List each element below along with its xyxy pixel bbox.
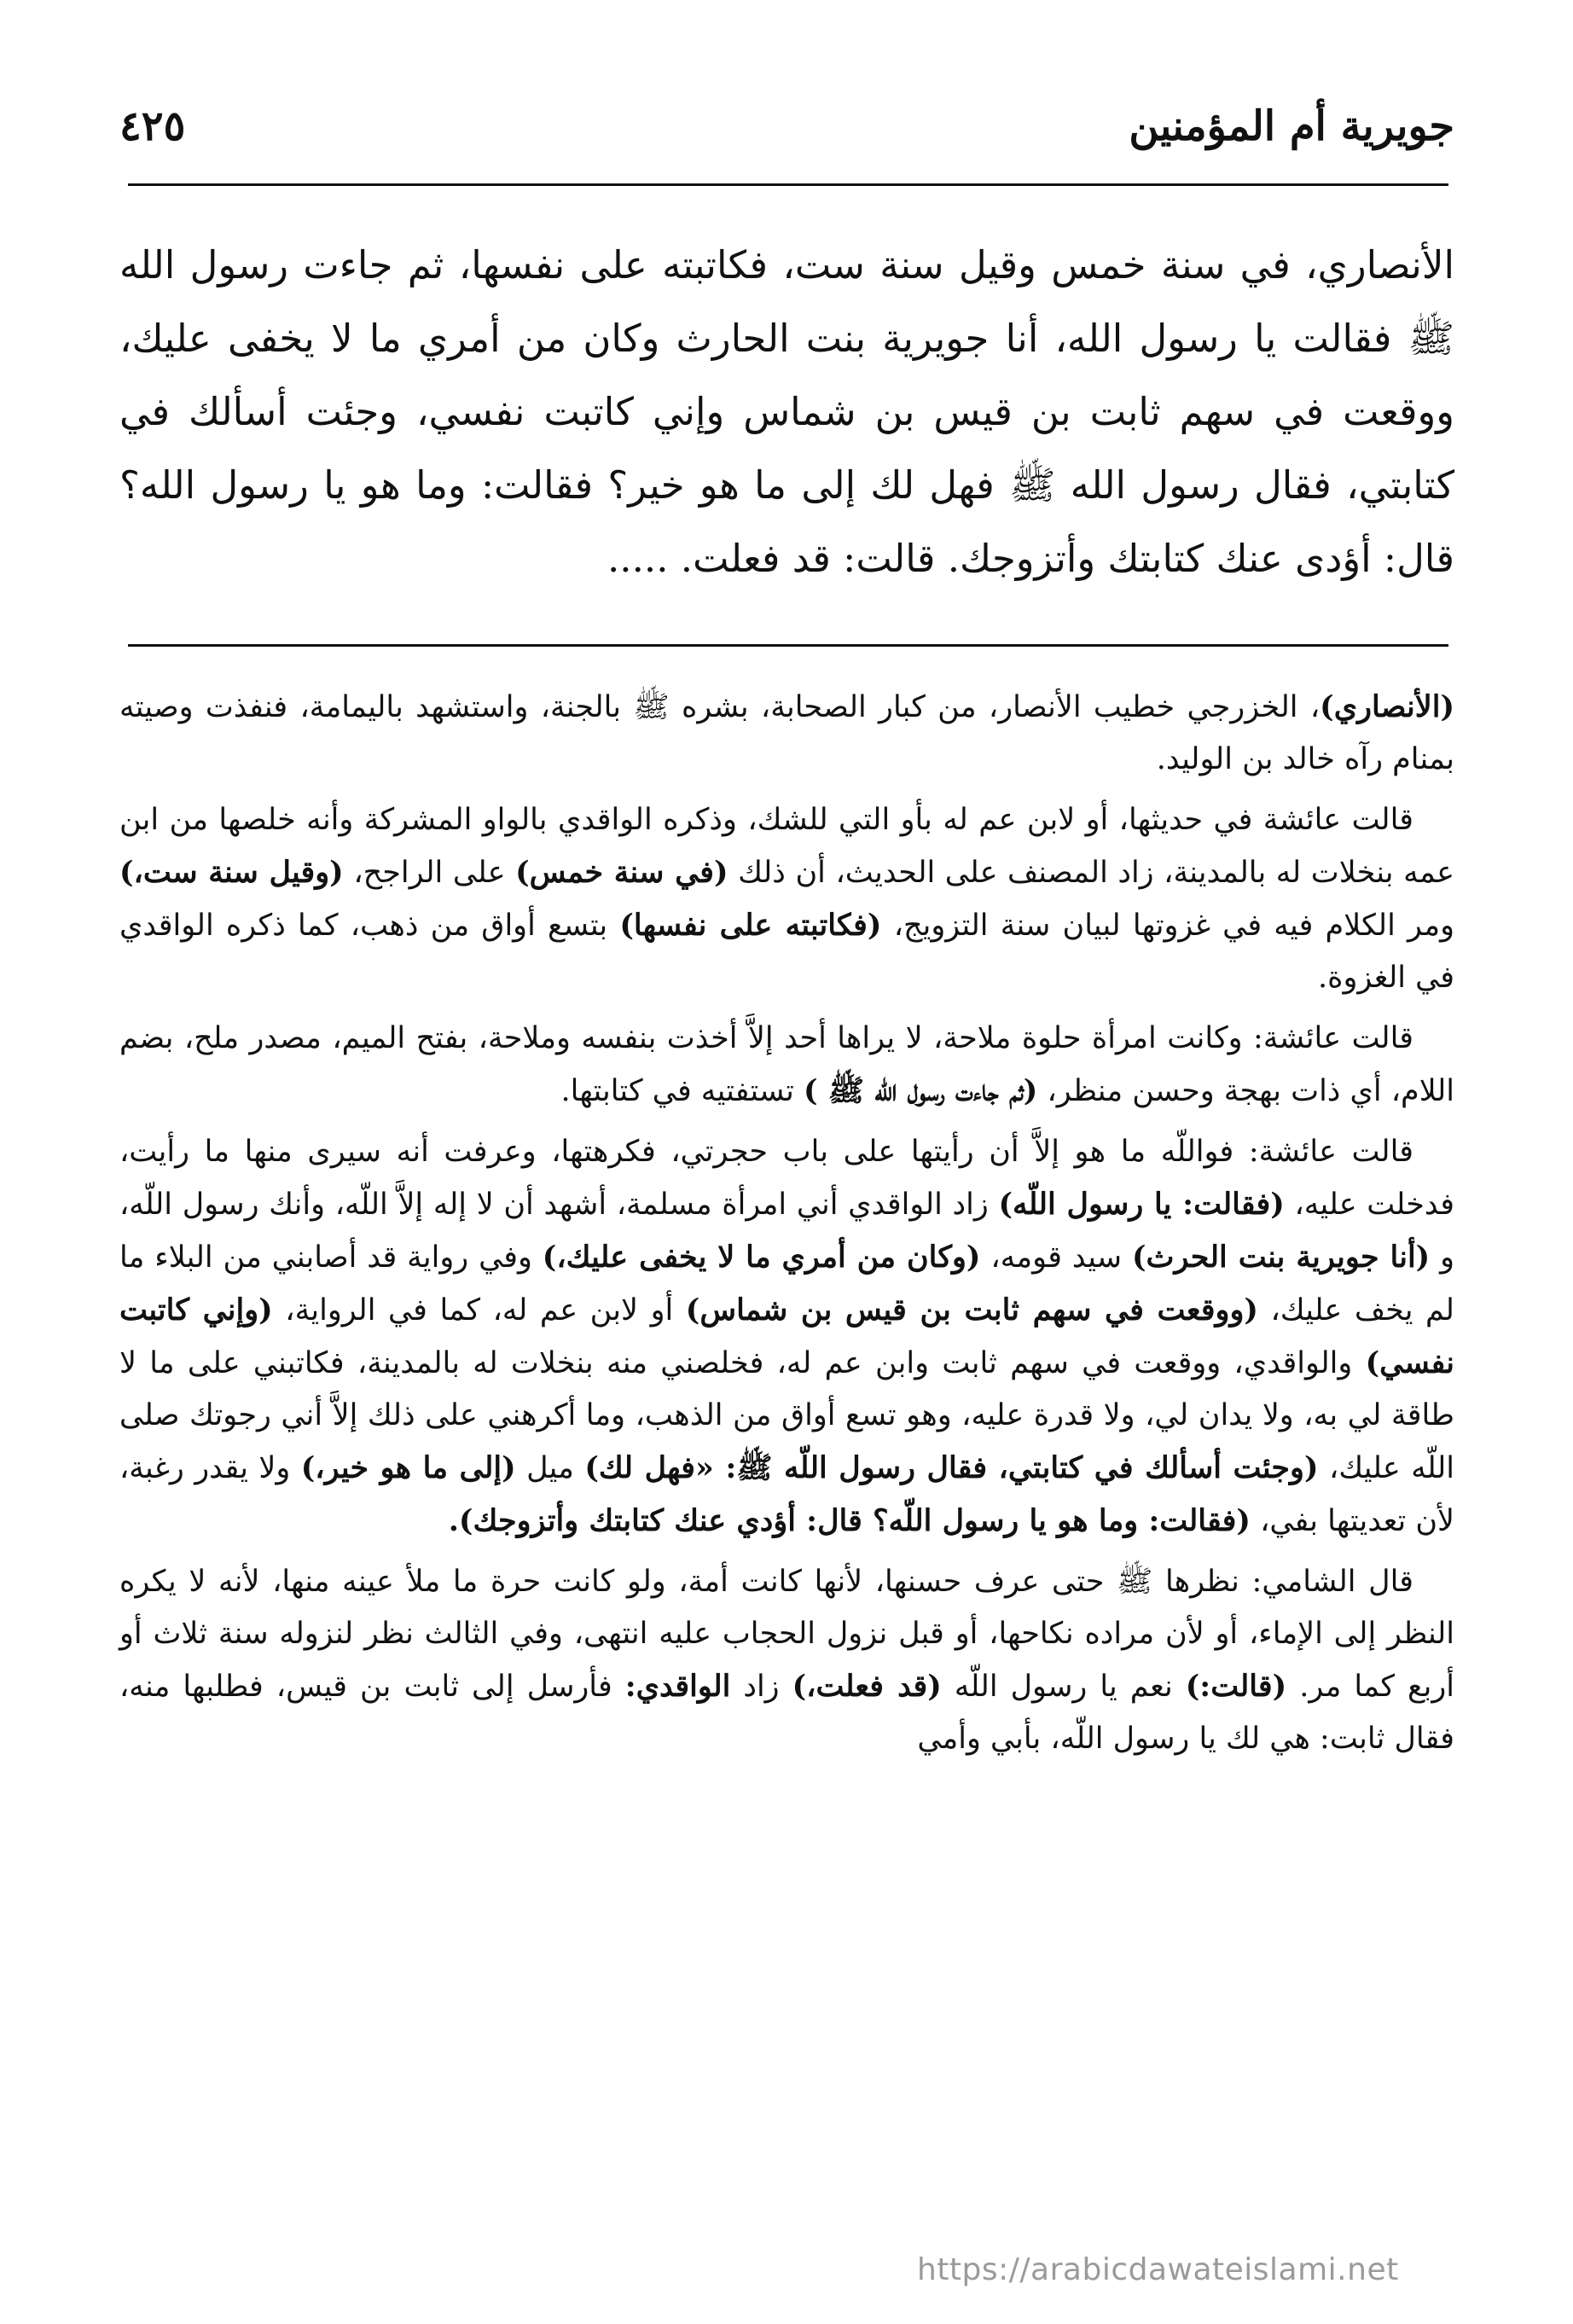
- quoted-term: (وقيل سنة ست،): [119, 855, 344, 890]
- commentary-text: قال الشامي: نظرها ﷺ حتى عرف حسنها، لأنها كانت أمة، ولو كانت حرة ما ملأ عينه منها، لأنه لا يكره النظر إلى الإماء، أو لأن مراده نكاحها، أو قبل نزول الحجاب عليه انتهى، وفي الثالث نظر لنزوله سنة ثلاث أو أربع كما مر.: [119, 1565, 1454, 1704]
- commentary-text: ولا يقدر رغبة، لأن تعديتها بفي،: [119, 1451, 1454, 1538]
- quoted-term: (الأنصاري): [1320, 689, 1454, 724]
- commentary-text: بتسع أواق من ذهب، كما ذكره الواقدي في الغزوة.: [119, 909, 1454, 995]
- commentary-text: وفي رواية قد أصابني من البلاء ما لم يخف عليك،: [119, 1240, 1454, 1328]
- footnote-separator-rule: [128, 644, 1448, 647]
- main-paragraph: الأنصاري، في سنة خمس وقيل سنة ست، فكاتبته على نفسها، ثم جاءت رسول الله ﷺ فقالت يا رسول الله، أنا جويرية بنت الحارث وكان من أمري ما لا يخفى عليك، ووقعت في سهم ثابت بن قيس بن شماس وإني كاتبت نفسي، وجئت أسألك في كتابتي، فقال رسول الله ﷺ فهل لك إلى ما هو خير؟ فقالت: وما هو يا رسول الله؟ قال: أؤدى عنك كتابتك وأتزوجك. قالت: قد فعلت. .....: [119, 242, 1455, 581]
- commentary-text: والواقدي، ووقعت في سهم ثابت وابن عم له، فخلصني منه بنخلات له بالمدينة، فكاتبني على ما لا طاقة لي به، ولا يدان لي، ولا قدرة عليه، وهو تسع أواق من الذهب، وما أكرهني على ذلك إلاَّ أني رجوتك صلى اللّه عليك،: [119, 1346, 1454, 1485]
- page-number: ٤٢٥: [119, 102, 186, 150]
- quoted-term: (فقالت: وما هو يا رسول اللّه؟ قال: أؤدي عنك كتابتك وأتزوجك).: [448, 1503, 1251, 1538]
- commentary-text: ، الخزرجي خطيب الأنصار، من كبار الصحابة، بشره ﷺ بالجنة، واستشهد باليمامة، فنفذت وصيته بمنام رآه خالد بن الوليد.: [119, 690, 1454, 776]
- quoted-term: (إلى ما هو خير،): [300, 1450, 516, 1485]
- commentary-paragraph-5: [119, 1556, 1454, 1765]
- quoted-term: الواقدي:: [624, 1669, 731, 1704]
- quoted-term: (فكاتبته على نفسها): [619, 908, 882, 943]
- commentary-text: زاد: [730, 1670, 792, 1704]
- commentary-text: ومر الكلام فيه في غزوتها لبيان سنة التزويج،: [881, 909, 1454, 943]
- commentary-text: فأرسل إلى ثابت بن قيس، فطلبها منه، فقال ثابت: هي لك يا رسول اللّه، بأبي وأمي: [119, 1670, 1454, 1756]
- quoted-term: (وكان من أمري ما لا يخفى عليك،): [542, 1240, 981, 1275]
- quoted-term: (وإني كاتبت نفسي): [119, 1293, 1454, 1380]
- commentary-text: قالت عائشة: فواللّه ما هو إلاَّ أن رأيتها على باب حجرتي، فكرهتها، وعرفت أنه سيرى منها ما رأيت، فدخلت عليه،: [119, 1135, 1454, 1222]
- commentary-text: سيد قومه،: [980, 1240, 1132, 1275]
- commentary-paragraph-3: [119, 1013, 1454, 1118]
- main-text: [119, 229, 1454, 596]
- commentary-text: تستفتيه في كتابتها.: [560, 1074, 804, 1108]
- quoted-term: (وجئت أسألك في كتابتي، فقال رسول اللّه ﷺ: «فهل لك): [584, 1450, 1319, 1485]
- quoted-term: (قالت:): [1185, 1669, 1287, 1704]
- quoted-term: (فقالت: يا رسول اللّه): [998, 1187, 1285, 1222]
- commentary-text: على الراجح،: [343, 856, 516, 890]
- commentary-paragraph-4: [119, 1126, 1454, 1548]
- header-rule: [128, 183, 1448, 186]
- commentary-text: نعم يا رسول اللّه: [941, 1670, 1186, 1704]
- quoted-term: (ثم جاءت رسول اللّه ﷺ ): [804, 1073, 1038, 1108]
- quoted-term: (في سنة خمس): [515, 855, 728, 890]
- page-header: [119, 85, 1454, 179]
- commentary-text: أو لابن عم له، كما في الرواية،: [272, 1293, 686, 1328]
- commentary-text: قالت عائشة في حديثها، أو لابن عم له بأو التي للشك، وذكره الواقدي بالواو المشركة وأنه خلصها من ابن عمه بنخلات له بالمدينة، زاد المصنف على الحديث، أن ذلك: [119, 803, 1454, 890]
- commentary-paragraph-2: [119, 794, 1454, 1004]
- quoted-term: (أنا جويرية بنت الحرث): [1131, 1240, 1431, 1275]
- commentary-text: زاد الواقدي أني امرأة مسلمة، أشهد أن لا إله إلاَّ اللّه، وأنك رسول اللّه، و: [119, 1188, 1455, 1275]
- quoted-term: (قد فعلت،): [792, 1669, 942, 1704]
- commentary-text: ميل: [515, 1451, 585, 1485]
- quoted-term: (ووقعت في سهم ثابت بن قيس بن شماس): [685, 1293, 1258, 1328]
- watermark-url: https://arabicdawateislami.net: [917, 2252, 1399, 2287]
- commentary-text: قالت عائشة: وكانت امرأة حلوة ملاحة، لا يراها أحد إلاَّ أخذت بنفسه وملاحة، بفتح الميم، مصدر ملح، بضم اللام، أي ذات بهجة وحسن منظر،: [119, 1021, 1454, 1108]
- commentary: [119, 681, 1454, 1774]
- running-title: جويرية أم المؤمنين: [1129, 102, 1454, 150]
- commentary-paragraph-1: [119, 681, 1454, 786]
